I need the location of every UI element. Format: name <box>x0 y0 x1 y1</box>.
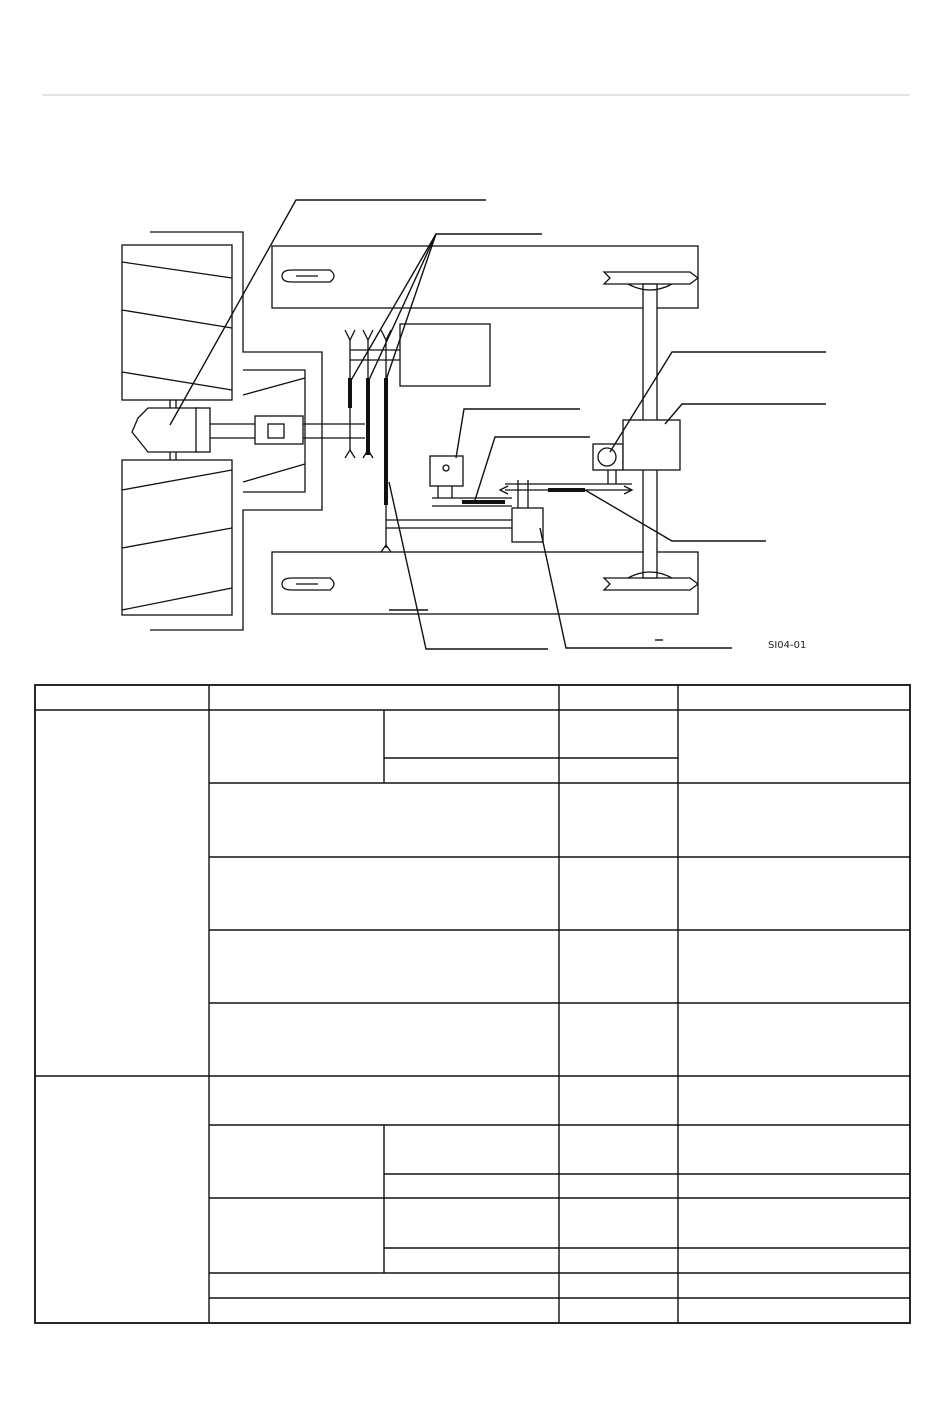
table-border <box>35 685 910 1323</box>
figure-code: SI04-01 <box>768 640 807 651</box>
table-grid <box>35 685 910 1323</box>
